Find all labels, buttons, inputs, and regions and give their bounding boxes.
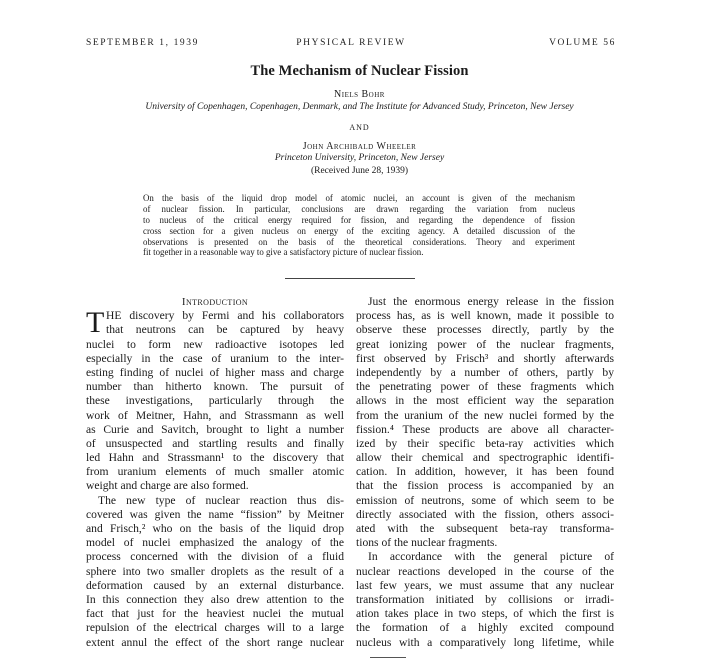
paragraph-line: nucleus with a comparatively long lifetime, while [356, 635, 614, 649]
left-column [86, 295, 344, 650]
paragraph-line: as Curie and Savitch, brought to light a number [86, 422, 344, 436]
paragraph-line: model of nuclei emphasized the analogy of the [86, 536, 344, 550]
abstract [143, 193, 575, 258]
paragraph-line: Just the enormous energy release in the fission [368, 295, 614, 308]
paragraph-line: ated with the subsequent beta-ray transforma- [356, 522, 614, 535]
paragraph-line: The new type of nuclear reaction thus dis- [98, 493, 344, 507]
paragraph-line: work of Meitner, Hahn, and Strassmann as well [86, 408, 344, 422]
abstract-line: of nuclear fission. In particular, conclusions are drawn regarding the variation from nucleus [143, 203, 575, 214]
paper-title: The Mechanism of Nuclear Fission [250, 63, 469, 79]
paragraph-line: sphere into two smaller droplets as the result of a [86, 564, 344, 578]
paragraph-line: of unsuspected and startling results and finally [86, 436, 344, 450]
paragraph-line: led Hahn and Strassmann¹ to the discovery that [86, 451, 344, 465]
paragraph-line: extent annul the effect of the short range nuclear [86, 635, 344, 649]
paragraph-line: fact that just for the heaviest nuclei the mutual [86, 607, 344, 621]
paragraph-line: these investigations, particularly through the [86, 394, 344, 408]
drop-cap: T [86, 306, 105, 340]
paragraph-line: directly associated with the fission, others associ- [356, 507, 614, 521]
paragraph-line: transformation initiated by collisions or irradi- [356, 592, 614, 606]
running-head-volume: VOLUME 56 [549, 38, 616, 48]
paragraph-line: the penetrating power of these fragments which [356, 380, 614, 394]
footnote-divider [370, 657, 406, 658]
author-affiliation-1: University of Copenhagen, Copenhagen, Denmark, and The Institute for Advanced Study, Princeton, New Jersey [145, 102, 574, 112]
paragraph-line: that neutrons can be captured by heavy [106, 323, 344, 337]
paragraph-line: number than hitherto known. The pursuit of [86, 380, 344, 394]
paragraph-line: from the uranium of the new nuclei formed by the [356, 408, 614, 422]
abstract-line: observations is presented on the basis of the theoretical considerations. Theory and experiment [143, 236, 575, 247]
paragraph-line: tions of the nuclear fragments. [356, 536, 498, 550]
paragraph-line: ized by their specific beta-ray activities which [356, 436, 614, 450]
paragraph-line: observe these processes directly, partly by the [356, 323, 614, 337]
paragraph-line: process has, as is well known, made it possible to [356, 309, 614, 323]
paragraph-line: from uranium elements of much smaller atomic [86, 465, 344, 479]
paragraph-line: first observed by Frisch³ and shortly afterwards [356, 351, 614, 365]
paragraph-line: especially in the case of uranium to the inter- [86, 351, 344, 365]
right-column [356, 295, 614, 650]
title-divider [285, 278, 415, 279]
paragraph-line: HE discovery by Fermi and his collaborators [106, 309, 344, 323]
paragraph-line: covered was given the name “fission” by Meitner [86, 507, 344, 521]
running-head-journal: PHYSICAL REVIEW [296, 38, 406, 48]
paragraph-line: ation takes place in two steps, of which the first is [356, 607, 614, 621]
abstract-line: cross section for a given nucleus on energy of the exciting agency. A detailed discussion of the [143, 225, 575, 236]
paragraph-line: esting finding of nuclei of higher mass and charge [86, 365, 344, 379]
abstract-line: to nucleus of the critical energy required for fission, and regarding the dependence of fission [143, 214, 575, 225]
paragraph-line: last few years, we must assume that any nuclear [356, 578, 614, 592]
section-heading: Introduction [181, 296, 249, 308]
paragraph-line: great ionizing power of the nuclear fragments, [356, 337, 614, 351]
paragraph-line: cation. In addition, however, it has been found [356, 465, 614, 479]
paragraph-line: and Frisch,² who on the basis of the liquid drop [86, 522, 344, 535]
paragraph-line: nuclei to form new radioactive isotopes led [86, 337, 344, 351]
author-affiliation-2: Princeton University, Princeton, New Jersey [274, 153, 445, 163]
paragraph-line: allow their chemical and spectrographic identifi- [356, 451, 614, 465]
paragraph-line: repulsion of the electrical charges will to a large [86, 621, 344, 635]
paragraph-line: process concerned with the division of a fluid [86, 550, 344, 564]
paragraph-line: allows in the most efficient way the separation [356, 394, 614, 408]
paragraph-line: emission of neutrons, some of which seem to be [356, 493, 614, 507]
paragraph-line: independently by a number of others, partly by [356, 365, 614, 379]
paragraph-line: fission.⁴ These products are above all character- [356, 422, 614, 436]
paragraph-line: In accordance with the general picture of [368, 550, 614, 564]
author-conjunction: AND [349, 123, 370, 132]
abstract-line: fit together in a reasonable way to give a satisfactory picture of nuclear fission. [143, 247, 424, 258]
paragraph-line: nuclear reactions developed in the course of the [356, 564, 614, 578]
abstract-line: On the basis of the liquid drop model of atomic nuclei, an account is given of the mechanism [143, 193, 575, 203]
received-date: (Received June 28, 1939) [310, 166, 409, 176]
paragraph-line: deformation caused by an external disturbance. [86, 578, 344, 592]
running-head-date: SEPTEMBER 1, 1939 [86, 38, 199, 48]
paragraph-line: weight and charge are also formed. [86, 479, 249, 493]
paragraph-line: the formation of a highly excited compound [356, 621, 614, 635]
author-name-2: John Archibald Wheeler [302, 141, 417, 152]
author-name-1: Niels Bohr [334, 89, 385, 100]
running-head [86, 38, 616, 52]
paragraph-line: In this connection they also drew attention to the [86, 592, 344, 606]
paragraph-line: that the fission process is accompanied by an [356, 479, 614, 493]
left-column-body [86, 306, 344, 650]
